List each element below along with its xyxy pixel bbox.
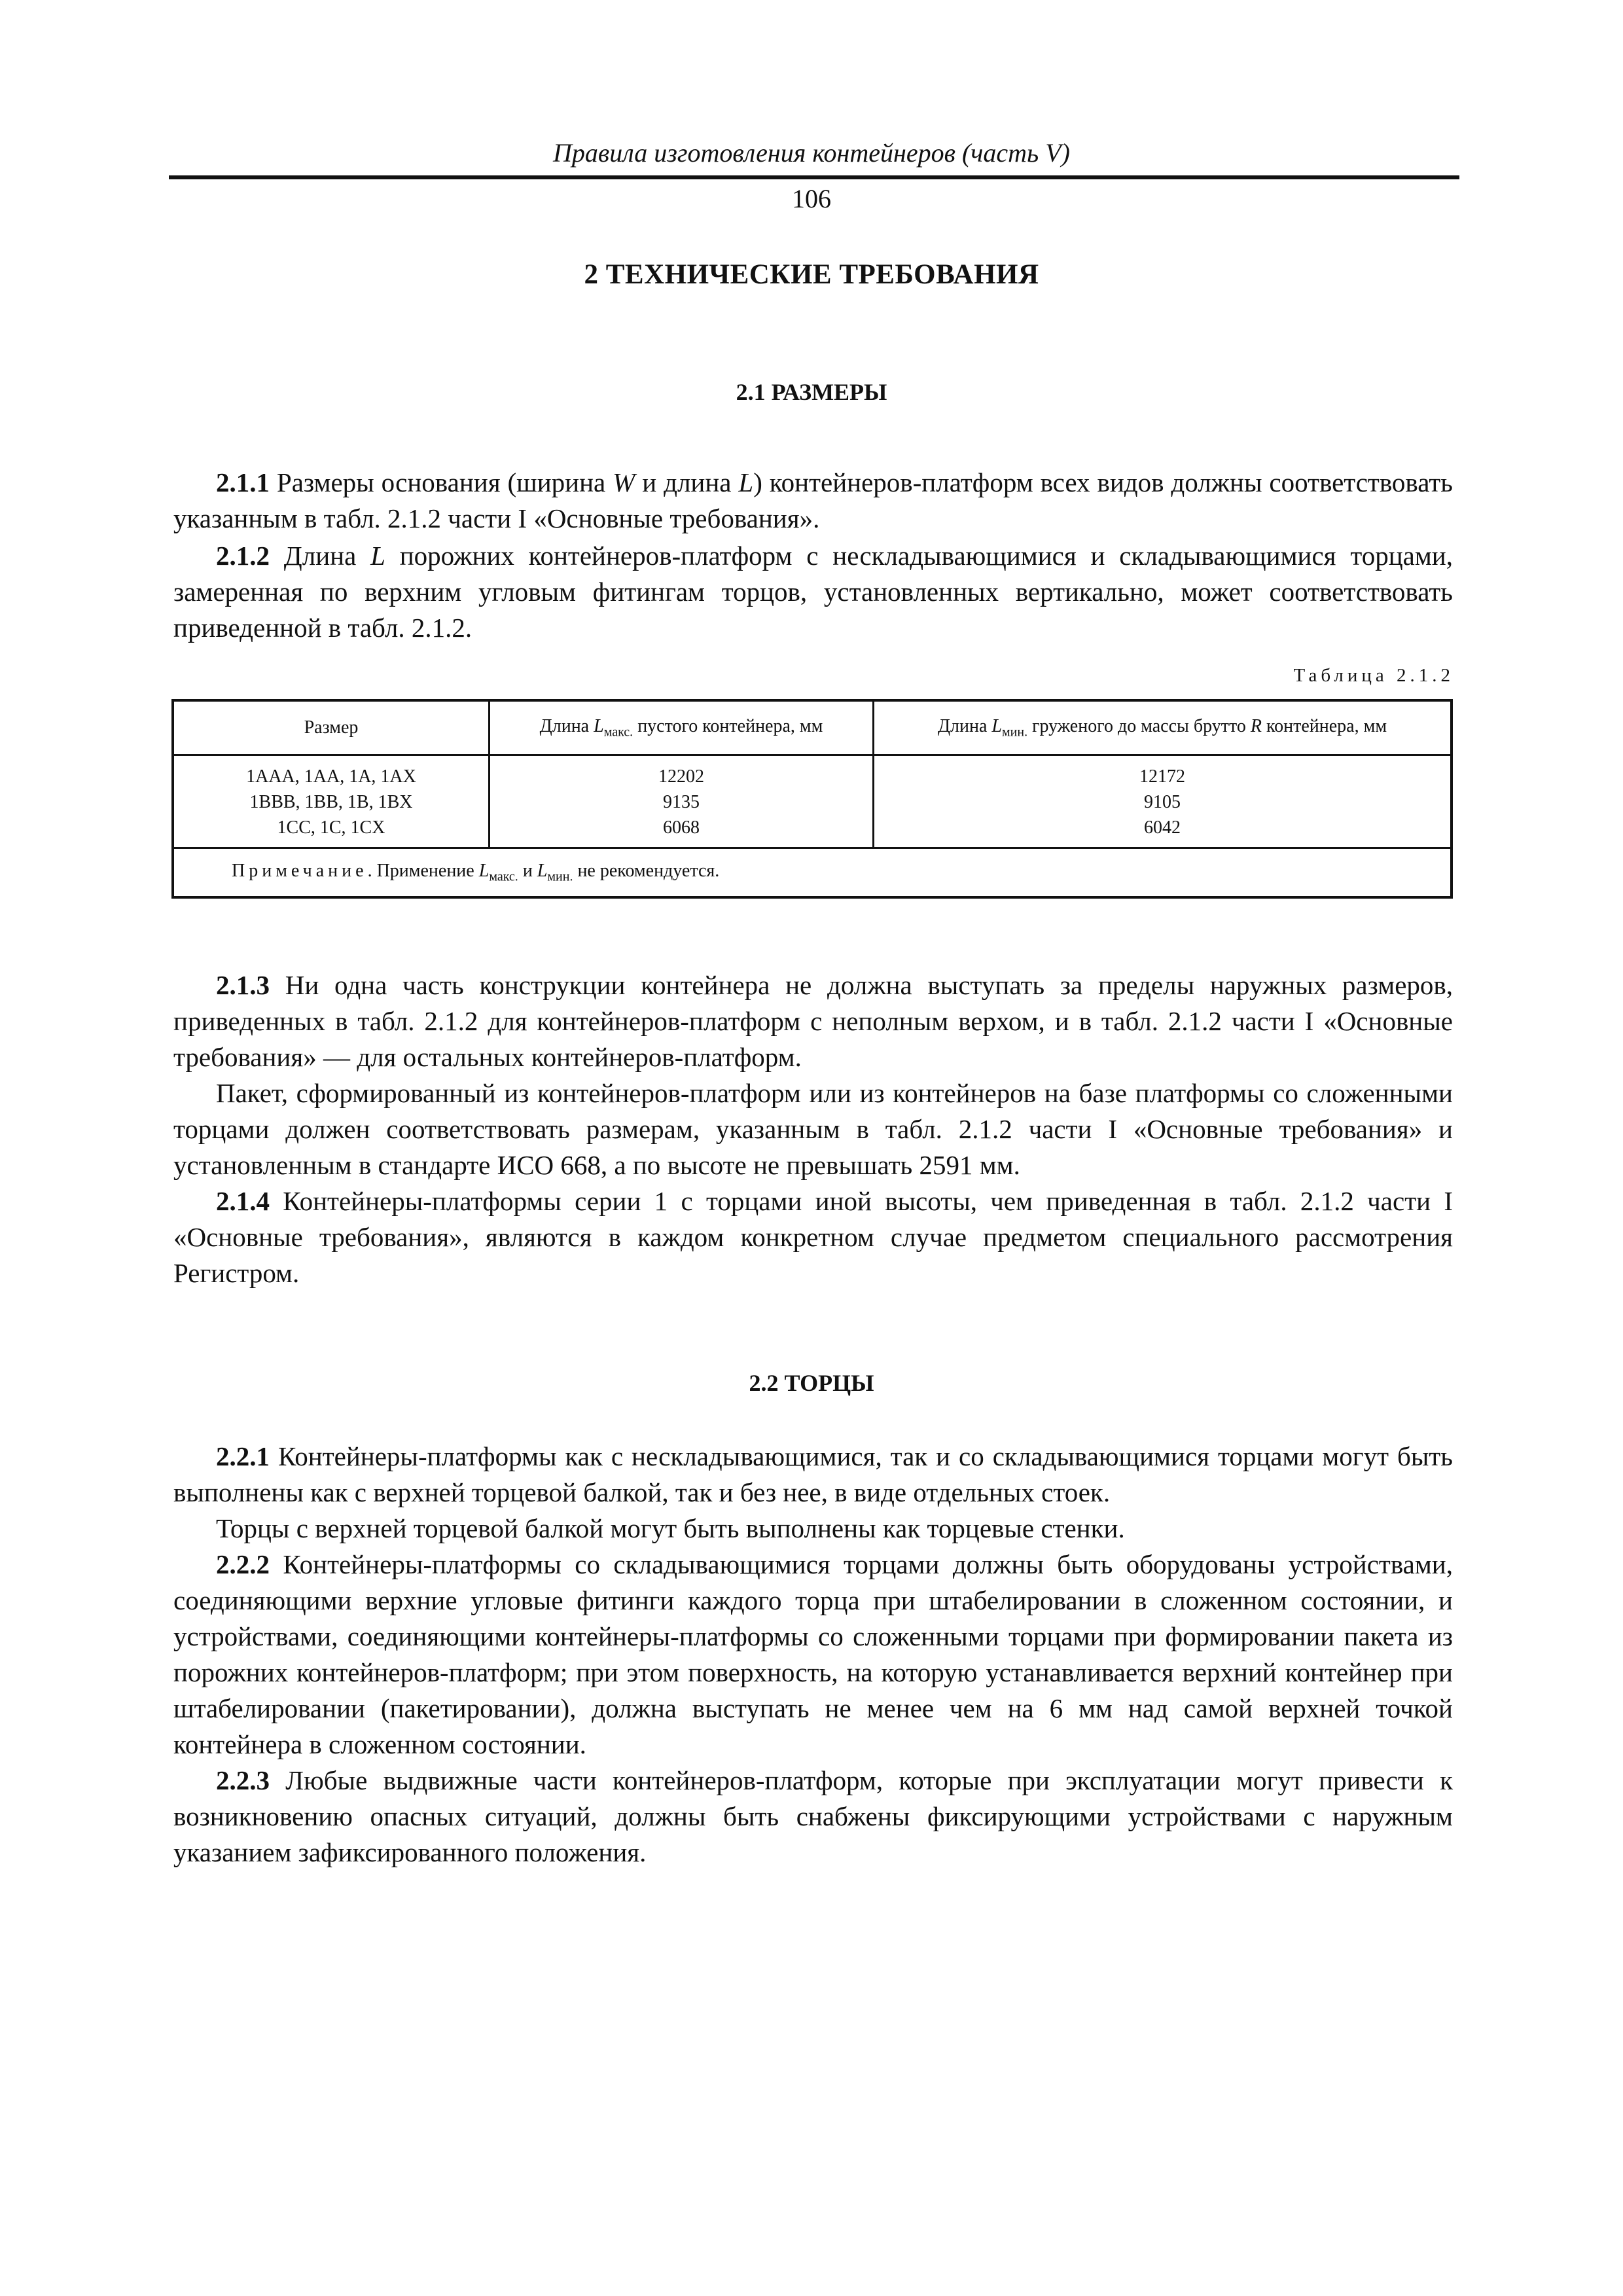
clause-number: 2.2.1	[216, 1441, 270, 1471]
symbol-r: R	[1250, 715, 1262, 736]
table-cell-length-max: 9135	[663, 792, 700, 812]
table-cell-length-min: 9105	[1144, 792, 1181, 812]
page-number: 106	[792, 184, 831, 213]
header-text: Длина	[937, 715, 992, 736]
header-size: Размер	[173, 700, 490, 755]
dimensions-table	[171, 699, 1453, 899]
header-text: контейнера, мм	[1261, 715, 1387, 736]
table-cell-length-min: 12172	[1139, 766, 1185, 787]
chapter-title: 2 ТЕХНИЧЕСКИЕ ТРЕБОВАНИЯ	[584, 259, 1039, 290]
clause-number: 2.1.1	[216, 467, 270, 497]
paragraph-2-1-4	[173, 1183, 1453, 1291]
table-cell-length-max: 12202	[658, 766, 704, 787]
text-fragment: Ни одна часть конструкции контейнера не должна выступать за пределы наружных размеров, приведенных в табл. 2.1.2 для контейнеров-платформ с неполным верхом, и в табл. 2.1.2 части I «Основные требования» — для остальных контейнеров-платформ.	[173, 970, 1453, 1072]
note-text: не рекомендуется.	[573, 860, 720, 881]
header-text: пустого контейнера, мм	[633, 715, 823, 736]
paragraph-2-2-2	[173, 1547, 1453, 1763]
symbol-l: L	[594, 715, 604, 736]
table-data-block	[173, 755, 1452, 848]
length-max-column	[490, 755, 874, 848]
header-length-min	[874, 700, 1452, 755]
header-text: Длина	[539, 715, 594, 736]
paragraph-2-2-3	[173, 1763, 1453, 1871]
symbol-l: L	[478, 860, 490, 881]
subscript-max: макс.	[603, 725, 633, 740]
subscript-min: мин.	[547, 869, 573, 884]
symbol-l: L	[370, 541, 385, 571]
paragraph-packet: Пакет, сформированный из контейнеров-платформ или из контейнеров на базе платформы со сложенными торцами должен соответствовать размерам, указанным в табл. 2.1.2 части I «Основные требования» и установленным в стандарте ИСО 668, а по высоте не превышать 2591 мм.	[173, 1078, 1453, 1180]
clause-number: 2.1.2	[216, 541, 270, 571]
note-text: и	[518, 860, 537, 881]
table-cell-size: 1CC, 1C, 1CX	[277, 817, 385, 838]
text-fragment: Размеры основания (ширина	[270, 467, 613, 497]
length-min-column	[874, 755, 1452, 848]
header-text: груженого до массы брутто	[1027, 715, 1251, 736]
section-title-ends: 2.2 ТОРЦЫ	[749, 1370, 874, 1396]
paragraph-2-2-1	[173, 1439, 1453, 1511]
text-fragment: порожних контейнеров-платформ с нескладывающимися и складывающимися торцами, замеренная по верхним угловым фитингам торцов, установленных вертикально, может соответствовать приведенной в табл. 2.1.2.	[173, 541, 1453, 643]
symbol-l: L	[738, 467, 754, 497]
subscript-max: макс.	[489, 869, 518, 884]
paragraph-2-1-3	[173, 967, 1453, 1075]
clause-number: 2.2.2	[216, 1549, 270, 1579]
table-header-row	[173, 700, 1452, 755]
clause-number: 2.1.3	[216, 970, 270, 1000]
note-label: Примечание	[232, 860, 368, 881]
text-fragment: Любые выдвижные части контейнеров-платформ, которые при эксплуатации могут привести к возникновению опасных ситуаций, должны быть снабжены фиксирующими устройствами с наружным указанием зафиксированного положения.	[173, 1765, 1453, 1867]
symbol-l: L	[991, 715, 1002, 736]
text-fragment: Контейнеры-платформы со складывающимися торцами должны быть оборудованы устройствами, соединяющими верхние угловые фитинги каждого торца при штабелировании в сложенном состоянии, и устройствами, соединяющими контейнеры-платформы со сложенными торцами при формировании пакета из порожних контейнеров-платформ; при этом поверхность, на которую устанавливается верхний контейнер при штабелировании (пакетировании), должна выступать не менее чем на 6 мм над самой верхней точкой контейнера в сложенном состоянии.	[173, 1549, 1453, 1759]
table-caption: Таблица 2.1.2	[1293, 665, 1454, 686]
table-note-row	[173, 848, 1452, 898]
text-fragment: и длина	[635, 467, 739, 497]
section-title-dimensions: 2.1 РАЗМЕРЫ	[736, 379, 887, 405]
paragraph-2-1-1	[173, 465, 1453, 537]
table-note	[173, 848, 1452, 898]
subscript-min: мин.	[1002, 725, 1028, 740]
symbol-w: W	[613, 467, 635, 497]
size-column	[173, 755, 490, 848]
text-fragment: ) контейнеров-платформ всех видов должны соответствовать указанным в табл. 2.1.2 части I «Основные требования».	[173, 467, 1453, 533]
text-fragment: Контейнеры-платформы серии 1 с торцами иной высоты, чем приведенная в табл. 2.1.2 части I «Основные требования», являются в каждом конкретном случае предметом специального рассмотрения Регистром.	[173, 1186, 1453, 1288]
paragraph-ends: Торцы с верхней торцевой балкой могут быть выполнены как торцевые стенки.	[216, 1513, 1125, 1543]
header-rule	[169, 175, 1459, 179]
table-cell-size: 1AAA, 1AA, 1A, 1AX	[246, 766, 416, 787]
symbol-l: L	[537, 860, 548, 881]
note-text: . Применение	[367, 860, 479, 881]
running-header: Правила изготовления контейнеров (часть V)	[553, 138, 1070, 168]
paragraph-2-1-2	[173, 538, 1453, 646]
header-length-max	[490, 700, 874, 755]
clause-number: 2.1.4	[216, 1186, 270, 1216]
table-cell-length-max: 6068	[663, 817, 700, 838]
text-fragment: Контейнеры-платформы как с нескладывающимися, так и со складывающимися торцами могут быть выполнены как с верхней торцевой балкой, так и без нее, в виде отдельных стоек.	[173, 1441, 1453, 1507]
clause-number: 2.2.3	[216, 1765, 270, 1795]
table-cell-length-min: 6042	[1144, 817, 1181, 838]
text-fragment: Длина	[270, 541, 371, 571]
table-cell-size: 1BBB, 1BB, 1B, 1BX	[249, 792, 413, 812]
